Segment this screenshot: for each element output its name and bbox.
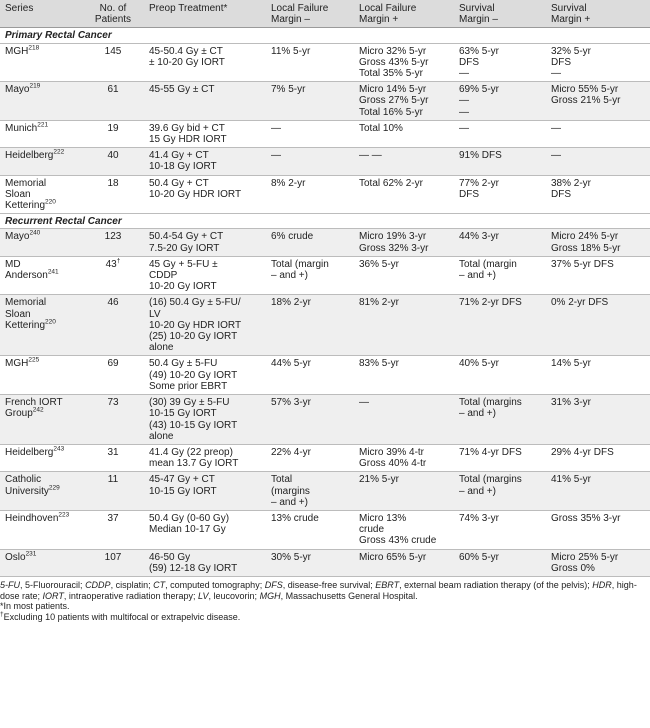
series-name: Heidelberg (5, 150, 54, 162)
local-failure-margin-pos-cell: Micro 13% crude Gross 43% crude (354, 510, 454, 549)
series-name: MGH (5, 358, 29, 370)
abbreviation-definition: high-dose rate; (0, 579, 637, 601)
series-name: Oslo (5, 551, 26, 563)
patients-count: 123 (104, 231, 122, 243)
table-row (0, 120, 650, 147)
local-failure-margin-pos-cell: Micro 19% 3-yr Gross 32% 3-yr (354, 229, 454, 256)
series-name: Heidelberg (5, 446, 54, 458)
abbreviation: MGH (259, 590, 281, 601)
preop-treatment-cell: (30) 39 Gy ± 5-FU 10-15 Gy IORT (43) 10-15 Gy IORT alone (144, 395, 266, 445)
series-cell (0, 295, 81, 356)
header-row (0, 0, 650, 28)
dagger-mark: † (0, 610, 4, 618)
patients-cell (81, 472, 144, 511)
table-row (0, 549, 650, 576)
survival-margin-neg-cell: Total (margins – and +) (454, 395, 546, 445)
table-row (0, 472, 650, 511)
local-failure-margin-neg-cell: 44% 5-yr (266, 356, 354, 395)
local-failure-margin-pos-cell: 21% 5-yr (354, 472, 454, 511)
local-failure-margin-pos-cell: — (354, 395, 454, 445)
section-row (0, 214, 650, 229)
series-cell (0, 510, 81, 549)
table-row (0, 229, 650, 256)
column-header: Series (0, 0, 81, 28)
patients-count: 107 (104, 551, 122, 563)
table-row (0, 175, 650, 214)
survival-margin-pos-cell: 32% 5-yr DFS — (546, 43, 650, 82)
abbreviation: CT (153, 579, 166, 590)
survival-margin-pos-cell: Micro 55% 5-yr Gross 21% 5-yr (546, 82, 650, 121)
patients-count: 46 (107, 297, 119, 309)
series-cell (0, 120, 81, 147)
survival-margin-pos-cell: 31% 3-yr (546, 395, 650, 445)
local-failure-margin-neg-cell: 13% crude (266, 510, 354, 549)
survival-margin-neg-cell: — (454, 120, 546, 147)
local-failure-margin-neg-cell: 6% crude (266, 229, 354, 256)
local-failure-margin-pos-cell: Total 10% (354, 120, 454, 147)
series-cell (0, 148, 81, 175)
series-name: MGH (5, 45, 29, 57)
preop-treatment-cell: 45-50.4 Gy ± CT ± 10-20 Gy IORT (144, 43, 266, 82)
preop-treatment-cell: 45-55 Gy ± CT (144, 82, 266, 121)
preop-treatment-cell: (16) 50.4 Gy ± 5-FU/ LV 10-20 Gy HDR IORT (25) 10-20 Gy IORT alone (144, 295, 266, 356)
local-failure-margin-neg-cell: 11% 5-yr (266, 43, 354, 82)
survival-margin-neg-cell: 74% 3-yr (454, 510, 546, 549)
series-reference: 242 (32, 406, 44, 414)
local-failure-margin-neg-cell: Total (margins – and +) (266, 472, 354, 511)
local-failure-margin-pos-cell: Micro 65% 5-yr (354, 549, 454, 576)
patients-cell (81, 395, 144, 445)
series-cell (0, 82, 81, 121)
column-header: Survival Margin + (546, 0, 650, 28)
preop-treatment-cell: 41.4 Gy + CT 10-18 Gy IORT (144, 148, 266, 175)
patients-cell (81, 120, 144, 147)
abbreviation: HDR (592, 579, 612, 590)
survival-margin-neg-cell: 69% 5-yr — — (454, 82, 546, 121)
local-failure-margin-neg-cell: 7% 5-yr (266, 82, 354, 121)
survival-margin-neg-cell: 91% DFS (454, 148, 546, 175)
abbreviation-definition: computed tomography; (170, 579, 263, 590)
abbreviation-definition: external beam radiation therapy (of the pelvis); (404, 579, 590, 590)
patients-count: 145 (104, 45, 122, 57)
preop-treatment-cell: 45 Gy + 5-FU ± CDDP 10-20 Gy IORT (144, 256, 266, 295)
series-name: Memorial Sloan Kettering (5, 297, 47, 331)
local-failure-margin-neg-cell: Total (margin – and +) (266, 256, 354, 295)
local-failure-margin-neg-cell: 57% 3-yr (266, 395, 354, 445)
series-reference: 218 (28, 44, 40, 52)
series-reference: 220 (45, 318, 56, 326)
patients-footnote-mark: † (116, 257, 121, 265)
local-failure-margin-neg-cell: 30% 5-yr (266, 549, 354, 576)
table-row (0, 256, 650, 295)
series-name: Heindhoven (5, 512, 59, 524)
local-failure-margin-neg-cell: — (266, 120, 354, 147)
survival-margin-neg-cell: 40% 5-yr (454, 356, 546, 395)
series-cell (0, 549, 81, 576)
series-reference: 222 (53, 148, 65, 156)
series-cell (0, 444, 81, 471)
asterisk-note: *In most patients. (0, 601, 70, 612)
table-row (0, 82, 650, 121)
table-row (0, 395, 650, 445)
survival-margin-pos-cell: Gross 35% 3-yr (546, 510, 650, 549)
abbreviations-note: 5-FU, 5-Fluorouracil; CDDP, cisplatin; CT, computed tomography; DFS, disease-free survival; EBRT, external beam radiation therapy (of the pelvis); HDR, high-dose rate; IORT, intraoperative radiation therapy; LV, leucovorin; MGH, Massachusetts General Hospital. (0, 579, 637, 601)
series-reference: 241 (47, 268, 59, 276)
abbreviation: CDDP (85, 579, 111, 590)
patients-cell (81, 356, 144, 395)
series-reference: 219 (29, 82, 41, 90)
series-reference: 220 (45, 198, 56, 206)
preop-treatment-cell: 50.4 Gy ± 5-FU (49) 10-20 Gy IORT Some prior EBRT (144, 356, 266, 395)
survival-margin-pos-cell: 41% 5-yr (546, 472, 650, 511)
local-failure-margin-pos-cell: Total 62% 2-yr (354, 175, 454, 214)
series-reference: 240 (29, 230, 41, 238)
local-failure-margin-neg-cell: 8% 2-yr (266, 175, 354, 214)
table-row (0, 510, 650, 549)
preop-treatment-cell: 39.6 Gy bid + CT 15 Gy HDR IORT (144, 120, 266, 147)
local-failure-margin-pos-cell: Micro 32% 5-yr Gross 43% 5-yr Total 35% 5-yr (354, 43, 454, 82)
section-title: Recurrent Rectal Cancer (0, 214, 650, 229)
abbreviation-definition: cisplatin; (115, 579, 151, 590)
local-failure-margin-pos-cell: 83% 5-yr (354, 356, 454, 395)
series-cell (0, 229, 81, 256)
abbreviation-definition: Massachusetts General Hospital. (285, 590, 418, 601)
dagger-note (0, 612, 648, 623)
series-cell (0, 356, 81, 395)
patients-cell (81, 549, 144, 576)
patients-count: 31 (107, 446, 119, 458)
survival-margin-neg-cell: 71% 4-yr DFS (454, 444, 546, 471)
abbreviation: IORT (42, 590, 64, 601)
series-cell (0, 256, 81, 295)
series-name: Mayo (5, 231, 30, 243)
series-name: Catholic University (5, 474, 49, 497)
abbreviation-definition: disease-free survival; (287, 579, 373, 590)
dagger-text: Excluding 10 patients with multifocal or extrapelvic disease. (3, 611, 241, 622)
abbreviation: 5-FU (0, 579, 20, 590)
patients-count: 18 (107, 177, 119, 189)
series-reference: 221 (37, 121, 49, 129)
survival-margin-pos-cell: Micro 25% 5-yr Gross 0% (546, 549, 650, 576)
series-reference: 223 (58, 511, 70, 519)
table-row (0, 444, 650, 471)
series-name: French IORT Group (5, 397, 63, 420)
survival-margin-pos-cell: 29% 4-yr DFS (546, 444, 650, 471)
local-failure-margin-neg-cell: — (266, 148, 354, 175)
series-name: MD Anderson (5, 258, 48, 282)
survival-margin-pos-cell: 0% 2-yr DFS (546, 295, 650, 356)
series-name: Mayo (5, 84, 30, 96)
table-row (0, 356, 650, 395)
survival-margin-neg-cell: 71% 2-yr DFS (454, 295, 546, 356)
abbreviation-definition: leucovorin; (213, 590, 258, 601)
survival-margin-pos-cell: Micro 24% 5-yr Gross 18% 5-yr (546, 229, 650, 256)
patients-cell (81, 444, 144, 471)
patients-count: 11 (107, 474, 119, 486)
local-failure-margin-neg-cell: 22% 4-yr (266, 444, 354, 471)
series-cell (0, 175, 81, 214)
table-row (0, 295, 650, 356)
column-header: No. of Patients (81, 0, 144, 28)
patients-count: 40 (107, 150, 119, 162)
column-header: Local Failure Margin – (266, 0, 354, 28)
abbreviation-definition: intraoperative radiation therapy; (68, 590, 196, 601)
column-header: Preop Treatment* (144, 0, 266, 28)
series-reference: 225 (28, 357, 40, 365)
survival-margin-pos-cell: 37% 5-yr DFS (546, 256, 650, 295)
preop-treatment-cell: 50.4-54 Gy + CT 7.5-20 Gy IORT (144, 229, 266, 256)
survival-margin-neg-cell: 60% 5-yr (454, 549, 546, 576)
survival-margin-pos-cell: 38% 2-yr DFS (546, 175, 650, 214)
preop-treatment-cell: 50.4 Gy (0-60 Gy) Median 10-17 Gy (144, 510, 266, 549)
local-failure-margin-pos-cell: 81% 2-yr (354, 295, 454, 356)
series-cell (0, 395, 81, 445)
section-title: Primary Rectal Cancer (0, 28, 650, 43)
series-reference: 243 (53, 445, 65, 453)
survival-margin-neg-cell: 77% 2-yr DFS (454, 175, 546, 214)
preop-treatment-cell: 45-47 Gy + CT 10-15 Gy IORT (144, 472, 266, 511)
series-name: Munich (5, 122, 38, 134)
patients-cell (81, 43, 144, 82)
abbreviation: LV (198, 590, 209, 601)
column-header: Survival Margin – (454, 0, 546, 28)
patients-cell (81, 229, 144, 256)
preop-treatment-cell: 46-50 Gy (59) 12-18 Gy IORT (144, 549, 266, 576)
footnotes (0, 577, 650, 622)
survival-margin-pos-cell: — (546, 120, 650, 147)
patients-count: 61 (107, 84, 119, 96)
local-failure-margin-pos-cell: — — (354, 148, 454, 175)
series-name: Memorial Sloan Kettering (5, 177, 47, 212)
abbreviation-definition: 5-Fluorouracil; (25, 579, 83, 590)
preop-treatment-cell: 41.4 Gy (22 preop) mean 13.7 Gy IORT (144, 444, 266, 471)
section-row (0, 28, 650, 43)
survival-margin-pos-cell: 14% 5-yr (546, 356, 650, 395)
patients-cell (81, 175, 144, 214)
patients-count: 37 (107, 512, 119, 524)
abbreviation: EBRT (375, 579, 400, 590)
series-cell (0, 472, 81, 511)
local-failure-margin-pos-cell: Micro 39% 4-tr Gross 40% 4-tr (354, 444, 454, 471)
survival-margin-neg-cell: 63% 5-yr DFS — (454, 43, 546, 82)
series-cell (0, 43, 81, 82)
series-reference: 231 (25, 550, 37, 558)
abbreviation: DFS (264, 579, 283, 590)
preop-treatment-cell: 50.4 Gy + CT 10-20 Gy HDR IORT (144, 175, 266, 214)
series-reference: 229 (48, 484, 60, 492)
survival-margin-neg-cell: Total (margins – and +) (454, 472, 546, 511)
local-failure-margin-neg-cell: 18% 2-yr (266, 295, 354, 356)
patients-count: 19 (107, 122, 119, 134)
patients-cell (81, 148, 144, 175)
table-row (0, 148, 650, 175)
patients-count: 43 (105, 258, 117, 270)
survival-margin-neg-cell: 44% 3-yr (454, 229, 546, 256)
table-row (0, 43, 650, 82)
survival-margin-neg-cell: Total (margin – and +) (454, 256, 546, 295)
patients-cell (81, 82, 144, 121)
patients-count: 73 (107, 397, 119, 409)
local-failure-margin-pos-cell: 36% 5-yr (354, 256, 454, 295)
local-failure-margin-pos-cell: Micro 14% 5-yr Gross 27% 5-yr Total 16% 5-yr (354, 82, 454, 121)
patients-cell (81, 295, 144, 356)
patients-cell (81, 256, 144, 295)
survival-margin-pos-cell: — (546, 148, 650, 175)
table-body (0, 28, 650, 577)
patients-count: 69 (107, 358, 119, 370)
patients-cell (81, 510, 144, 549)
column-header: Local Failure Margin + (354, 0, 454, 28)
